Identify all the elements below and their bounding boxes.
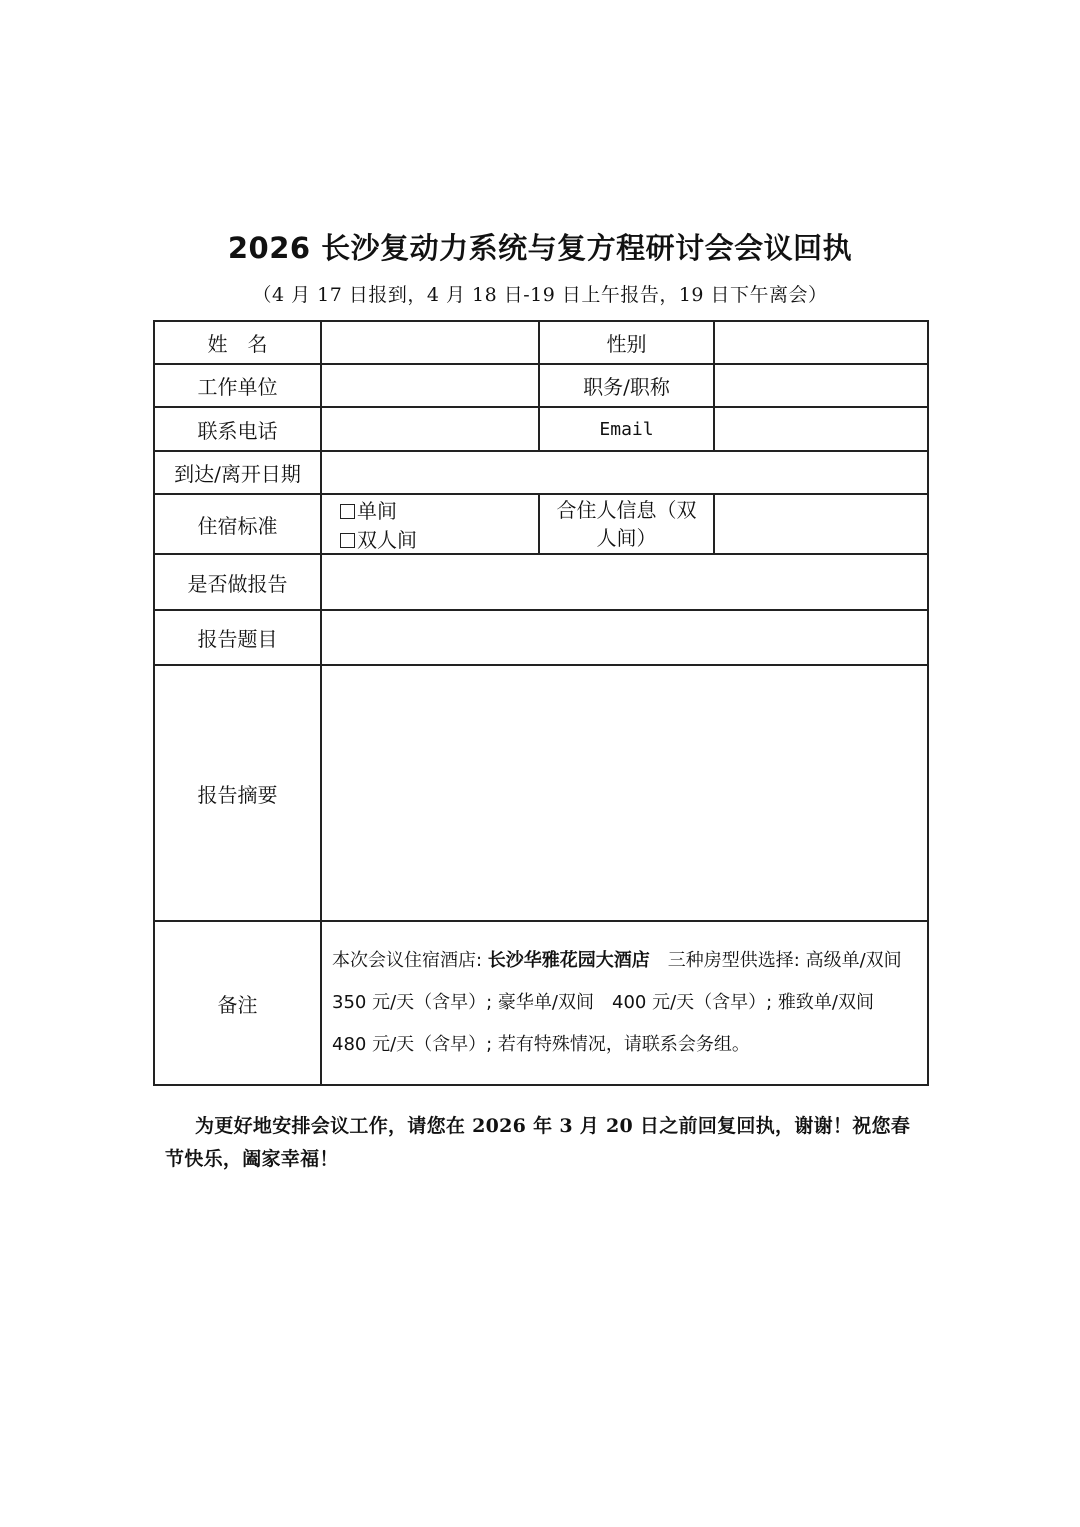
table-row — [154, 321, 928, 364]
gender-field[interactable] — [714, 321, 928, 364]
dates-field[interactable] — [321, 451, 928, 494]
notes-part2: 三种房型供选择: 高级单/双间 350 元/天（含早）; 豪华单/双间 400 元/天（含早）; 雅致单/双间 480 元/天（含早）; 若有特殊情况，请联系会务组。 — [332, 950, 920, 1055]
notes-text — [321, 921, 928, 1085]
hotel-name: 长沙华雅花园大酒店 — [487, 950, 650, 971]
table-row — [154, 451, 928, 494]
roommate-field[interactable] — [714, 494, 928, 554]
gender-label: 性别 — [539, 321, 714, 364]
registration-form-table — [153, 320, 929, 1086]
table-row — [154, 364, 928, 407]
position-field[interactable] — [714, 364, 928, 407]
double-room-label: 双人间 — [357, 528, 417, 552]
table-row — [154, 554, 928, 610]
notes-label: 备注 — [154, 921, 321, 1085]
table-row — [154, 665, 928, 921]
report-title-field[interactable] — [321, 610, 928, 665]
table-row — [154, 494, 928, 554]
abstract-label: 报告摘要 — [154, 665, 321, 921]
report-label: 是否做报告 — [154, 554, 321, 610]
dates-label: 到达/离开日期 — [154, 451, 321, 494]
single-room-label: 单间 — [357, 499, 397, 523]
document-subtitle: （4 月 17 日报到，4 月 18 日-19 日上午报告，19 日下午离会） — [252, 284, 828, 306]
single-room-checkbox[interactable] — [340, 504, 355, 519]
name-field[interactable] — [321, 321, 539, 364]
email-field[interactable] — [714, 407, 928, 451]
employer-label: 工作单位 — [154, 364, 321, 407]
email-label: Email — [539, 407, 714, 451]
abstract-field[interactable] — [321, 665, 928, 921]
table-row — [154, 921, 928, 1085]
lodging-options — [321, 494, 539, 554]
report-title-label: 报告题目 — [154, 610, 321, 665]
double-room-option[interactable] — [340, 524, 417, 553]
report-field[interactable] — [321, 554, 928, 610]
phone-label: 联系电话 — [154, 407, 321, 451]
phone-field[interactable] — [321, 407, 539, 451]
single-room-option[interactable] — [340, 495, 397, 524]
footer-note: 为更好地安排会议工作，请您在 2026 年 3 月 20 日之前回复回执，谢谢！祝您春节快乐，阖家幸福！ — [165, 1115, 911, 1170]
lodging-label: 住宿标准 — [154, 494, 321, 554]
double-room-checkbox[interactable] — [340, 533, 355, 548]
document-title: 2026 长沙复动力系统与复方程研讨会会议回执 — [227, 231, 853, 265]
table-row — [154, 610, 928, 665]
notes-part1: 本次会议住宿酒店: — [332, 950, 488, 971]
name-label: 姓 名 — [154, 321, 321, 364]
roommate-label: 合住人信息（双人间） — [539, 494, 714, 554]
employer-field[interactable] — [321, 364, 539, 407]
table-row — [154, 407, 928, 451]
position-label: 职务/职称 — [539, 364, 714, 407]
